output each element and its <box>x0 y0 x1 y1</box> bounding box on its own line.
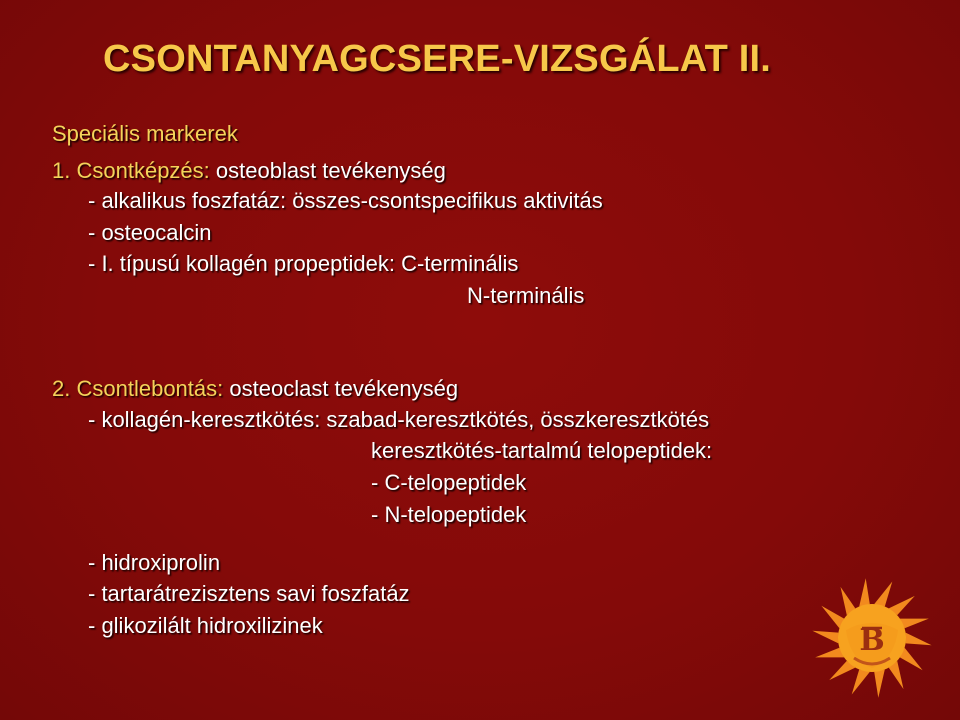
subtitle: Speciális markerek <box>52 121 238 146</box>
section1-item: - osteocalcin <box>88 220 212 245</box>
section2-number: 2. <box>52 376 71 401</box>
sun-ray <box>900 619 929 629</box>
section1-item: - I. típusú kollagén propeptidek: C-terminális <box>88 251 519 276</box>
section2-crosslink-detail: keresztkötés-tartalmú telopeptidek: <box>371 438 713 463</box>
sun-ray <box>812 631 838 644</box>
section2-item: - glikozilált hidroxilizinek <box>88 613 323 638</box>
section1-header <box>52 158 446 184</box>
section2-item: - hidroxiprolin <box>88 550 221 575</box>
sun-ray <box>874 582 892 607</box>
section1-item: - alkalikus foszfatáz: összes-csontspecifikus aktivitás <box>88 188 603 213</box>
section2-heading: Csontlebontás: <box>76 376 224 401</box>
slide-title: CSONTANYAGCSERE-VIZSGÁLAT II. <box>103 38 772 80</box>
sun-ray <box>859 578 870 606</box>
section2-item-crosslink: - kollagén-keresztkötés: szabad-keresztkötés, összkeresztkötés <box>88 407 710 432</box>
section2-crosslink-detail: - C-telopeptidek <box>371 470 527 495</box>
section1-heading: Csontképzés: <box>76 158 210 183</box>
section1-description: osteoblast tevékenység <box>215 158 446 183</box>
logo-text: B <box>859 623 885 658</box>
sun-logo-icon <box>802 572 942 702</box>
sun-ray <box>815 648 844 658</box>
sun-ray <box>906 633 932 646</box>
section1-number: 1. <box>52 158 71 183</box>
section2-description: osteoclast tevékenység <box>229 376 459 401</box>
sun-ray <box>852 670 870 695</box>
section2-crosslink-detail: - N-telopeptidek <box>371 502 527 527</box>
sun-ray <box>874 670 885 698</box>
section1-continuation: N-terminális <box>467 283 585 308</box>
section2-item: - tartarátrezisztens savi foszfatáz <box>88 581 410 606</box>
section2-header <box>52 376 458 402</box>
